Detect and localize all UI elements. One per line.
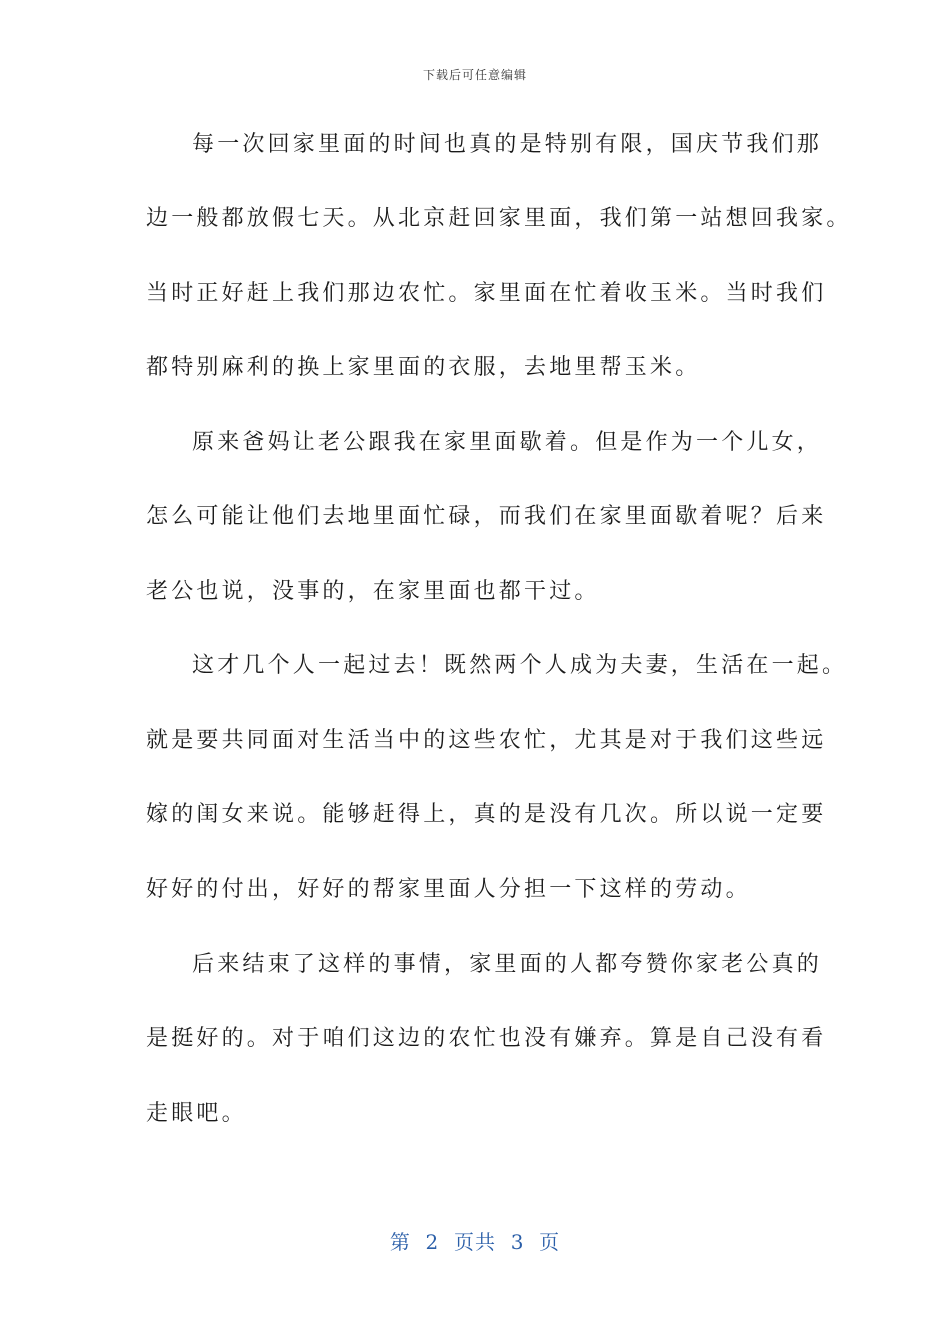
paragraph-1-line-1: 每一次回家里面的时间也真的是特别有限，国庆节我们那 [192, 132, 823, 157]
paragraph-3-line-1: 这才几个人一起过去！既然两个人成为夫妻，生活在一起。 [192, 653, 848, 678]
page-header-note: 下载后可任意编辑 [422, 68, 527, 82]
paragraph-4-line-1: 后来结束了这样的事情，家里面的人都夸赞你家老公真的 [192, 952, 823, 977]
paragraph-1-line-2: 边一般都放假七天。从北京赶回家里面，我们第一站想回我家。 [146, 206, 852, 231]
paragraph-2-line-2: 怎么可能让他们去地里面忙碌，而我们在家里面歇着呢？后来 [146, 504, 827, 529]
paragraph-3-line-4: 好好的付出，好好的帮家里面人分担一下这样的劳动。 [146, 877, 751, 902]
page-number-footer: 第 2 页共 3 页 [389, 1230, 561, 1254]
paragraph-3-line-2: 就是要共同面对生活当中的这些农忙，尤其是对于我们这些远 [146, 728, 827, 753]
paragraph-2-line-3: 老公也说，没事的，在家里面也都干过。 [146, 579, 600, 604]
paragraph-2-line-1: 原来爸妈让老公跟我在家里面歇着。但是作为一个儿女， [192, 430, 823, 455]
paragraph-3-line-3: 嫁的闺女来说。能够赶得上，真的是没有几次。所以说一定要 [146, 802, 827, 827]
paragraph-4-line-2: 是挺好的。对于咱们这边的农忙也没有嫌弃。算是自己没有看 [146, 1026, 827, 1051]
paragraph-1-line-4: 都特别麻利的换上家里面的衣服，去地里帮玉米。 [146, 355, 701, 380]
paragraph-1-line-3: 当时正好赶上我们那边农忙。家里面在忙着收玉米。当时我们 [146, 281, 827, 306]
paragraph-4-line-3: 走眼吧。 [146, 1101, 247, 1126]
